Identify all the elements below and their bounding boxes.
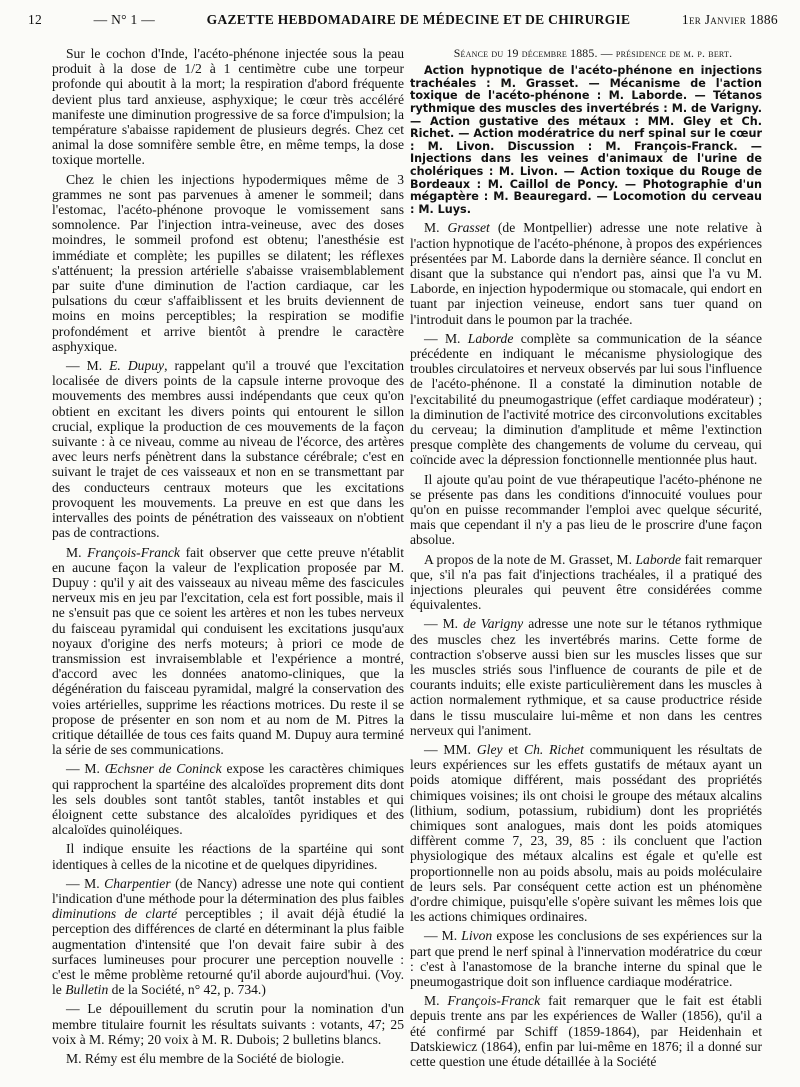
speaker-name: E. Dupuy bbox=[109, 358, 165, 374]
speaker-name: de Varigny bbox=[463, 616, 524, 632]
paragraph: M. Rémy est élu membre de la Société de biologie. bbox=[66, 1051, 345, 1066]
paragraph: M. François-Franck fait remarquer que le fait est établi depuis trente ans par les expériences de Waller (1856), qu'il a été confirmé par Schiff (1859-1864), par Heidenhain et Datskiewicz (1864), enfin par lui-même en 1876; il a donné sur cette question une étude détaillée à la Société bbox=[410, 993, 762, 1070]
paragraph: Chez le chien les injections hypodermiques même de 3 grammes ne sont pas parvenues à amener le sommeil; dans l'estomac, l'acéto-phénone provoque le vomissement sans somnolence. Par l'injection intra-veineuse, avec des doses moindres, le sommeil profond est obtenu; l'anesthésie est immédiate et complète; les pupilles se dilatent; les réflexes s'atténuent; la pression artérielle s'abaisse vraisemblablement par suite d'une diminution de l'action cardiaque, car les pulsations du cœur s'affaiblissent et les bruits deviennent de moins en moins perceptibles; la respiration se modifie profondément et arrive bientôt à prendre le caractère asphyxique. bbox=[52, 171, 404, 354]
paragraph: Sur le cochon d'Inde, l'acéto-phénone injectée sous la peau produit à la dose de 1/2 à 1 centimètre cube une torpeur profonde qui aboutit à la mort; la respiration d'abord fréquente devient plus tard anxieuse, asphyxique; le cœur très accéléré manifeste une diminution progressive de sa force d'impulsion; la température s'abaisse rapidement de plusieurs degrés. Chez cet animal la dose somnifère semble être, en même temps, la dose toxique mortelle. bbox=[52, 46, 404, 168]
speaker-name: François-Franck bbox=[87, 544, 180, 560]
paragraph: A propos de la note de M. Grasset, M. Laborde fait remarquer que, s'il n'a pas fait d'injections trachéales, il a pratiqué des injections pleurales qui peuvent être considérées comme équivalentes. bbox=[410, 551, 762, 613]
speaker-name: Charpentier bbox=[104, 875, 171, 891]
speaker-name: Œchsner de Coninck bbox=[104, 761, 222, 777]
speaker-name: Laborde bbox=[467, 330, 514, 346]
speaker-name: François-Franck bbox=[447, 993, 541, 1009]
speaker-name: Livon bbox=[461, 928, 493, 944]
paragraph: — Le dépouillement du scrutin pour la nomination d'un membre titulaire fournit les résultats suivants : votants, 47; 25 voix à M. Rémy; 20 voix à M. R. Dubois; 2 bulletins blancs. bbox=[52, 1001, 404, 1047]
paragraph: M. Grasset (de Montpellier) adresse une note relative à l'action hypnotique de l'acéto-phénone, à propos des expériences présentées par M. Laborde dans la dernière séance. Il conclut en disant que la substance qui n'endort pas, ainsi que l'a vu M. Laborde, en injection hypodermique ou stomacale, qui endort en tuant par injection veineuse, endort sans tuer quand on l'introduit dans le poumon par la trachée. bbox=[410, 220, 762, 327]
left-column bbox=[52, 46, 404, 1076]
session-summary: Action hypnotique de l'acéto-phénone en injections trachéales : M. Grasset. — Mécanisme de l'action toxique de l'acéto-phénone : M. Laborde. — Tétanos rythmique des muscles des invertébrés : M. de Varigny. — Action gustative des métaux : MM. Gley et Ch. Richet. — Action modératrice du nerf spinal sur le cœur : M. Livon. Discussion : M. François-Franck. — Injections dans les veines d'animaux de l'urine de cholériques : M. Livon. — Action toxique du Rouge de Bordeaux : M. Caillol de Poncy. — Photographie d'un mégaptère : M. Beauregard. — Locomotion du cerveau : M. Luys. bbox=[410, 64, 762, 216]
page-number: 12 bbox=[28, 12, 43, 27]
issue-number: — N° 1 — bbox=[93, 12, 156, 27]
paragraph: — M. Livon expose les conclusions de ses expériences sur la part que prend le nerf spinal à l'innervation modératrice du cœur : c'est à l'anastomose de la branche interne du spinal que le pneumogastrique doit son influence cardiaque modératrice. bbox=[410, 928, 762, 990]
speaker-name: Gley bbox=[476, 742, 503, 758]
right-column bbox=[410, 46, 762, 1076]
speaker-name: Laborde bbox=[635, 551, 682, 567]
paragraph: — M. Œchsner de Coninck expose les caractères chimiques qui rapprochent la spartéine des alcaloïdes proprement dits dont les sels doubles sont tantôt stables, tantôt instables et qui éloignent cette substance des alcaloïdes pyridiques et des alcaloïdes quinoléiques. bbox=[52, 761, 404, 838]
issue-date: 1er Janvier 1886 bbox=[681, 12, 778, 27]
speaker-name: Ch. Richet bbox=[524, 742, 584, 758]
paragraph: M. François-Franck fait observer que cette preuve n'établit en aucune façon la valeur de l'explication proposée par M. Dupuy : qu'il y ait des vaisseaux au niveau même des fascicules nerveux mis en jeu par l'excitation, cela est fort possible, mais il ne s'ensuit pas que ce soient les artères et non les tubes nerveux du faisceau pyramidal qui conduisent les excitations jusqu'aux noyaux d'origine des nerfs moteurs; à priori ce mode de transmission est invraisemblable et l'expérience a montré, d'accord avec les données anatomo-cliniques, que la dégénération du faisceau pyramidal, malgré la conservation des voies artérielles, supprime les réactions motrices. Du reste il se propose de présenter en son nom et au nom de M. Pitres la critique détaillée de tous ces faits quand M. Dupuy aura terminé la série de ses communications. bbox=[52, 544, 404, 758]
paragraph: Il ajoute qu'au point de vue thérapeutique l'acéto-phénone ne se présente pas dans les conditions d'innocuité voulues pour qu'on en puisse recommander l'emploi avec quelque sécurité, mais que cependant il n'y a pas lieu de le proscrire d'une façon absolue. bbox=[410, 471, 762, 548]
speaker-name: Grasset bbox=[447, 220, 490, 236]
paragraph: — M. Laborde complète sa communication de la séance précédente en indiquant le mécanisme physiologique des troubles circulatoires et nerveux observés par lui sous l'influence de l'acéto-phénone. Il a constaté la diminution notable de l'excitabilité du pneumogastrique (effet cardiaque modérateur) ; la diminution de l'activité motrice des circonvolutions excitables du cerveau; la diminution d'amplitude et même l'extinction presque complète des changements de volume du cerveau, qui coïncide avec la dépression fonctionnelle mentionnée plus haut. bbox=[410, 330, 762, 468]
paragraph: — M. E. Dupuy, rappelant qu'il a trouvé que l'excitation localisée de divers points de la capsule interne provoque des mouvements des membres aussi indépendants que ceux qu'on obtient en excitant les divers points qui entourent le sillon crucial, explique la production de ces mouvements de la façon suivante : à ce niveau, comme au niveau de l'écorce, des artères avec leurs nerfs pénètrent dans la substance cérébrale; c'est en suivant le trajet de ces vaisseaux et non en se transmettant par des conducteurs centraux moteurs que les excitations provoquent les mouvements. La preuve en est que dans les intervalles des points de pénétration des vaisseaux on n'obtient pas de contractions. bbox=[52, 358, 404, 541]
paragraph: — MM. Gley et Ch. Richet communiquent les résultats de leurs expériences sur les effets gustatifs de métaux ayant un poids atomique différent, mais possédant des propriétés chimiques voisines; ils ont choisi le groupe des métaux alcalins (lithium, sodium, potassium, rubidium) dont les propriétés chimiques sont analogues, mais dont les poids atomiques diffèrent comme 7, 23, 39, 85 : ils concluent que l'action physiologique des métaux alcalins est égale et qu'elle est proportionnelle non au poids absolu, mais au poids moléculaire de leurs sels. Par conséquent cette action est un phénomène d'ordre chimique, puisqu'elle s'opère suivant les mêmes lois que les actions chimiques ordinaires. bbox=[410, 742, 762, 925]
session-heading: Séance du 19 décembre 1885. — présidence de m. p. bert. bbox=[453, 46, 733, 60]
journal-title: GAZETTE HEBDOMADAIRE DE MÉDECINE ET DE CHIRURGIE bbox=[206, 12, 631, 27]
running-header bbox=[28, 12, 778, 34]
paragraph: Il indique ensuite les réactions de la spartéine qui sont identiques à celles de la nicotine et de quelques dipyridines. bbox=[52, 841, 404, 872]
paragraph: — M. Charpentier (de Nancy) adresse une note qui contient l'indication d'une méthode pour la détermination des plus faibles diminutions de clarté perceptibles ; il avait déjà étudié la perception des différences de clarté en déterminant la plus faible augmentation d'intensité que l'on devait faire subir à des surfaces lumineuses pour procurer une perception nouvelle : c'est le même problème retourné qu'il aborde aujourd'hui. (Voy. le Bulletin de la Société, n° 42, p. 734.) bbox=[52, 875, 404, 998]
paragraph: — M. de Varigny adresse une note sur le tétanos rythmique des muscles chez les invertébrés marins. Cette forme de contraction s'observe aussi bien sur les muscles lisses que sur les muscles striés sous l'influence de courants de pile et de courants induits; elle existe particulièrement dans les muscles à action normalement rythmique, et sa cause productrice réside dans le tissu musculaire lui-même et non dans les centres nerveux qui l'animent. bbox=[410, 616, 762, 738]
